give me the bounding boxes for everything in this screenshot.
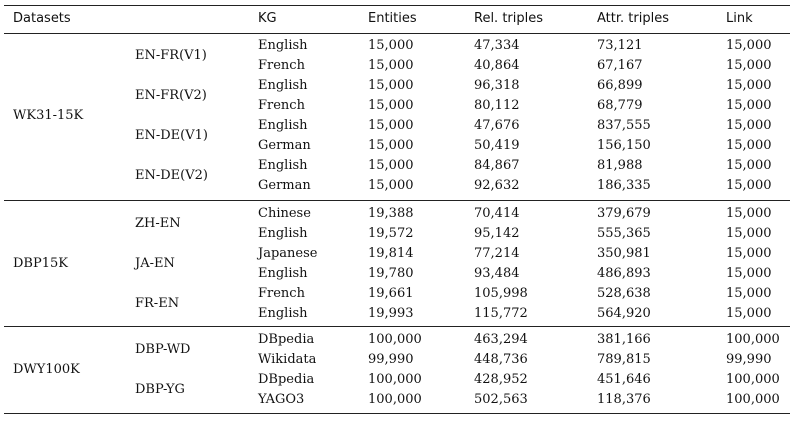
link-cell: 15,000	[726, 178, 772, 193]
header-datasets: Datasets	[13, 11, 71, 26]
link-cell: 99,990	[726, 352, 772, 367]
entities-cell: 100,000	[368, 332, 422, 347]
rel-triples-cell: 502,563	[474, 392, 528, 407]
entities-cell: 15,000	[368, 38, 414, 53]
kg-cell: English	[258, 118, 308, 133]
kg-cell: English	[258, 38, 308, 53]
kg-cell: Japanese	[258, 246, 318, 261]
pair-name: JA-EN	[135, 256, 175, 271]
link-cell: 100,000	[726, 372, 780, 387]
link-cell: 15,000	[726, 266, 772, 281]
pair-name: EN-FR(V1)	[135, 48, 207, 63]
kg-cell: French	[258, 58, 305, 73]
rel-triples-cell: 448,736	[474, 352, 528, 367]
entities-cell: 19,572	[368, 226, 414, 241]
header-kg: KG	[258, 11, 277, 26]
entities-cell: 15,000	[368, 78, 414, 93]
header-rule	[4, 33, 790, 34]
attr-triples-cell: 837,555	[597, 118, 651, 133]
attr-triples-cell: 350,981	[597, 246, 651, 261]
link-cell: 15,000	[726, 58, 772, 73]
header-entities: Entities	[368, 11, 417, 26]
link-cell: 100,000	[726, 392, 780, 407]
entities-cell: 15,000	[368, 118, 414, 133]
attr-triples-cell: 186,335	[597, 178, 651, 193]
rel-triples-cell: 40,864	[474, 58, 520, 73]
link-cell: 15,000	[726, 138, 772, 153]
rel-triples-cell: 96,318	[474, 78, 520, 93]
link-cell: 15,000	[726, 118, 772, 133]
attr-triples-cell: 68,779	[597, 98, 643, 113]
link-cell: 15,000	[726, 38, 772, 53]
entities-cell: 100,000	[368, 372, 422, 387]
rel-triples-cell: 92,632	[474, 178, 520, 193]
entities-cell: 19,780	[368, 266, 414, 281]
rel-triples-cell: 95,142	[474, 226, 520, 241]
pair-name: EN-DE(V2)	[135, 168, 208, 183]
kg-cell: German	[258, 178, 311, 193]
link-cell: 15,000	[726, 306, 772, 321]
link-cell: 15,000	[726, 158, 772, 173]
entities-cell: 15,000	[368, 158, 414, 173]
attr-triples-cell: 379,679	[597, 206, 651, 221]
kg-cell: English	[258, 266, 308, 281]
link-cell: 15,000	[726, 226, 772, 241]
kg-cell: French	[258, 286, 305, 301]
pair-name: FR-EN	[135, 296, 180, 311]
dataset-name: DBP15K	[13, 256, 68, 271]
entities-cell: 99,990	[368, 352, 414, 367]
pair-name: ZH-EN	[135, 216, 181, 231]
attr-triples-cell: 381,166	[597, 332, 651, 347]
header-attr-triples: Attr. triples	[597, 11, 669, 26]
attr-triples-cell: 528,638	[597, 286, 651, 301]
kg-cell: English	[258, 306, 308, 321]
entities-cell: 100,000	[368, 392, 422, 407]
pair-name: DBP-YG	[135, 382, 185, 397]
entities-cell: 19,814	[368, 246, 414, 261]
link-cell: 15,000	[726, 286, 772, 301]
kg-cell: DBpedia	[258, 332, 315, 347]
attr-triples-cell: 156,150	[597, 138, 651, 153]
dataset-name: WK31-15K	[13, 108, 84, 123]
pair-name: EN-FR(V2)	[135, 88, 207, 103]
bottom-rule	[4, 413, 790, 414]
attr-triples-cell: 66,899	[597, 78, 643, 93]
rel-triples-cell: 70,414	[474, 206, 520, 221]
group-rule	[4, 326, 790, 327]
entities-cell: 15,000	[368, 98, 414, 113]
link-cell: 15,000	[726, 98, 772, 113]
entities-cell: 15,000	[368, 138, 414, 153]
attr-triples-cell: 451,646	[597, 372, 651, 387]
link-cell: 15,000	[726, 78, 772, 93]
attr-triples-cell: 564,920	[597, 306, 651, 321]
attr-triples-cell: 118,376	[597, 392, 651, 407]
header-link: Link	[726, 11, 753, 26]
kg-cell: Wikidata	[258, 352, 317, 367]
link-cell: 15,000	[726, 246, 772, 261]
top-rule	[4, 5, 790, 6]
kg-cell: German	[258, 138, 311, 153]
rel-triples-cell: 80,112	[474, 98, 520, 113]
rel-triples-cell: 47,676	[474, 118, 520, 133]
entities-cell: 19,993	[368, 306, 414, 321]
kg-cell: DBpedia	[258, 372, 315, 387]
rel-triples-cell: 47,334	[474, 38, 520, 53]
kg-cell: French	[258, 98, 305, 113]
attr-triples-cell: 73,121	[597, 38, 643, 53]
entities-cell: 19,388	[368, 206, 414, 221]
attr-triples-cell: 789,815	[597, 352, 651, 367]
dataset-name: DWY100K	[13, 362, 80, 377]
group-rule	[4, 200, 790, 201]
attr-triples-cell: 67,167	[597, 58, 643, 73]
pair-name: DBP-WD	[135, 342, 191, 357]
rel-triples-cell: 84,867	[474, 158, 520, 173]
attr-triples-cell: 81,988	[597, 158, 643, 173]
rel-triples-cell: 105,998	[474, 286, 528, 301]
link-cell: 15,000	[726, 206, 772, 221]
rel-triples-cell: 115,772	[474, 306, 528, 321]
header-rel-triples: Rel. triples	[474, 11, 544, 26]
rel-triples-cell: 93,484	[474, 266, 520, 281]
kg-cell: English	[258, 158, 308, 173]
rel-triples-cell: 50,419	[474, 138, 520, 153]
attr-triples-cell: 486,893	[597, 266, 651, 281]
attr-triples-cell: 555,365	[597, 226, 651, 241]
kg-cell: YAGO3	[258, 392, 305, 407]
pair-name: EN-DE(V1)	[135, 128, 208, 143]
link-cell: 100,000	[726, 332, 780, 347]
entities-cell: 19,661	[368, 286, 414, 301]
kg-cell: Chinese	[258, 206, 311, 221]
rel-triples-cell: 428,952	[474, 372, 528, 387]
entities-cell: 15,000	[368, 178, 414, 193]
rel-triples-cell: 463,294	[474, 332, 528, 347]
entities-cell: 15,000	[368, 58, 414, 73]
kg-cell: English	[258, 78, 308, 93]
kg-cell: English	[258, 226, 308, 241]
rel-triples-cell: 77,214	[474, 246, 520, 261]
